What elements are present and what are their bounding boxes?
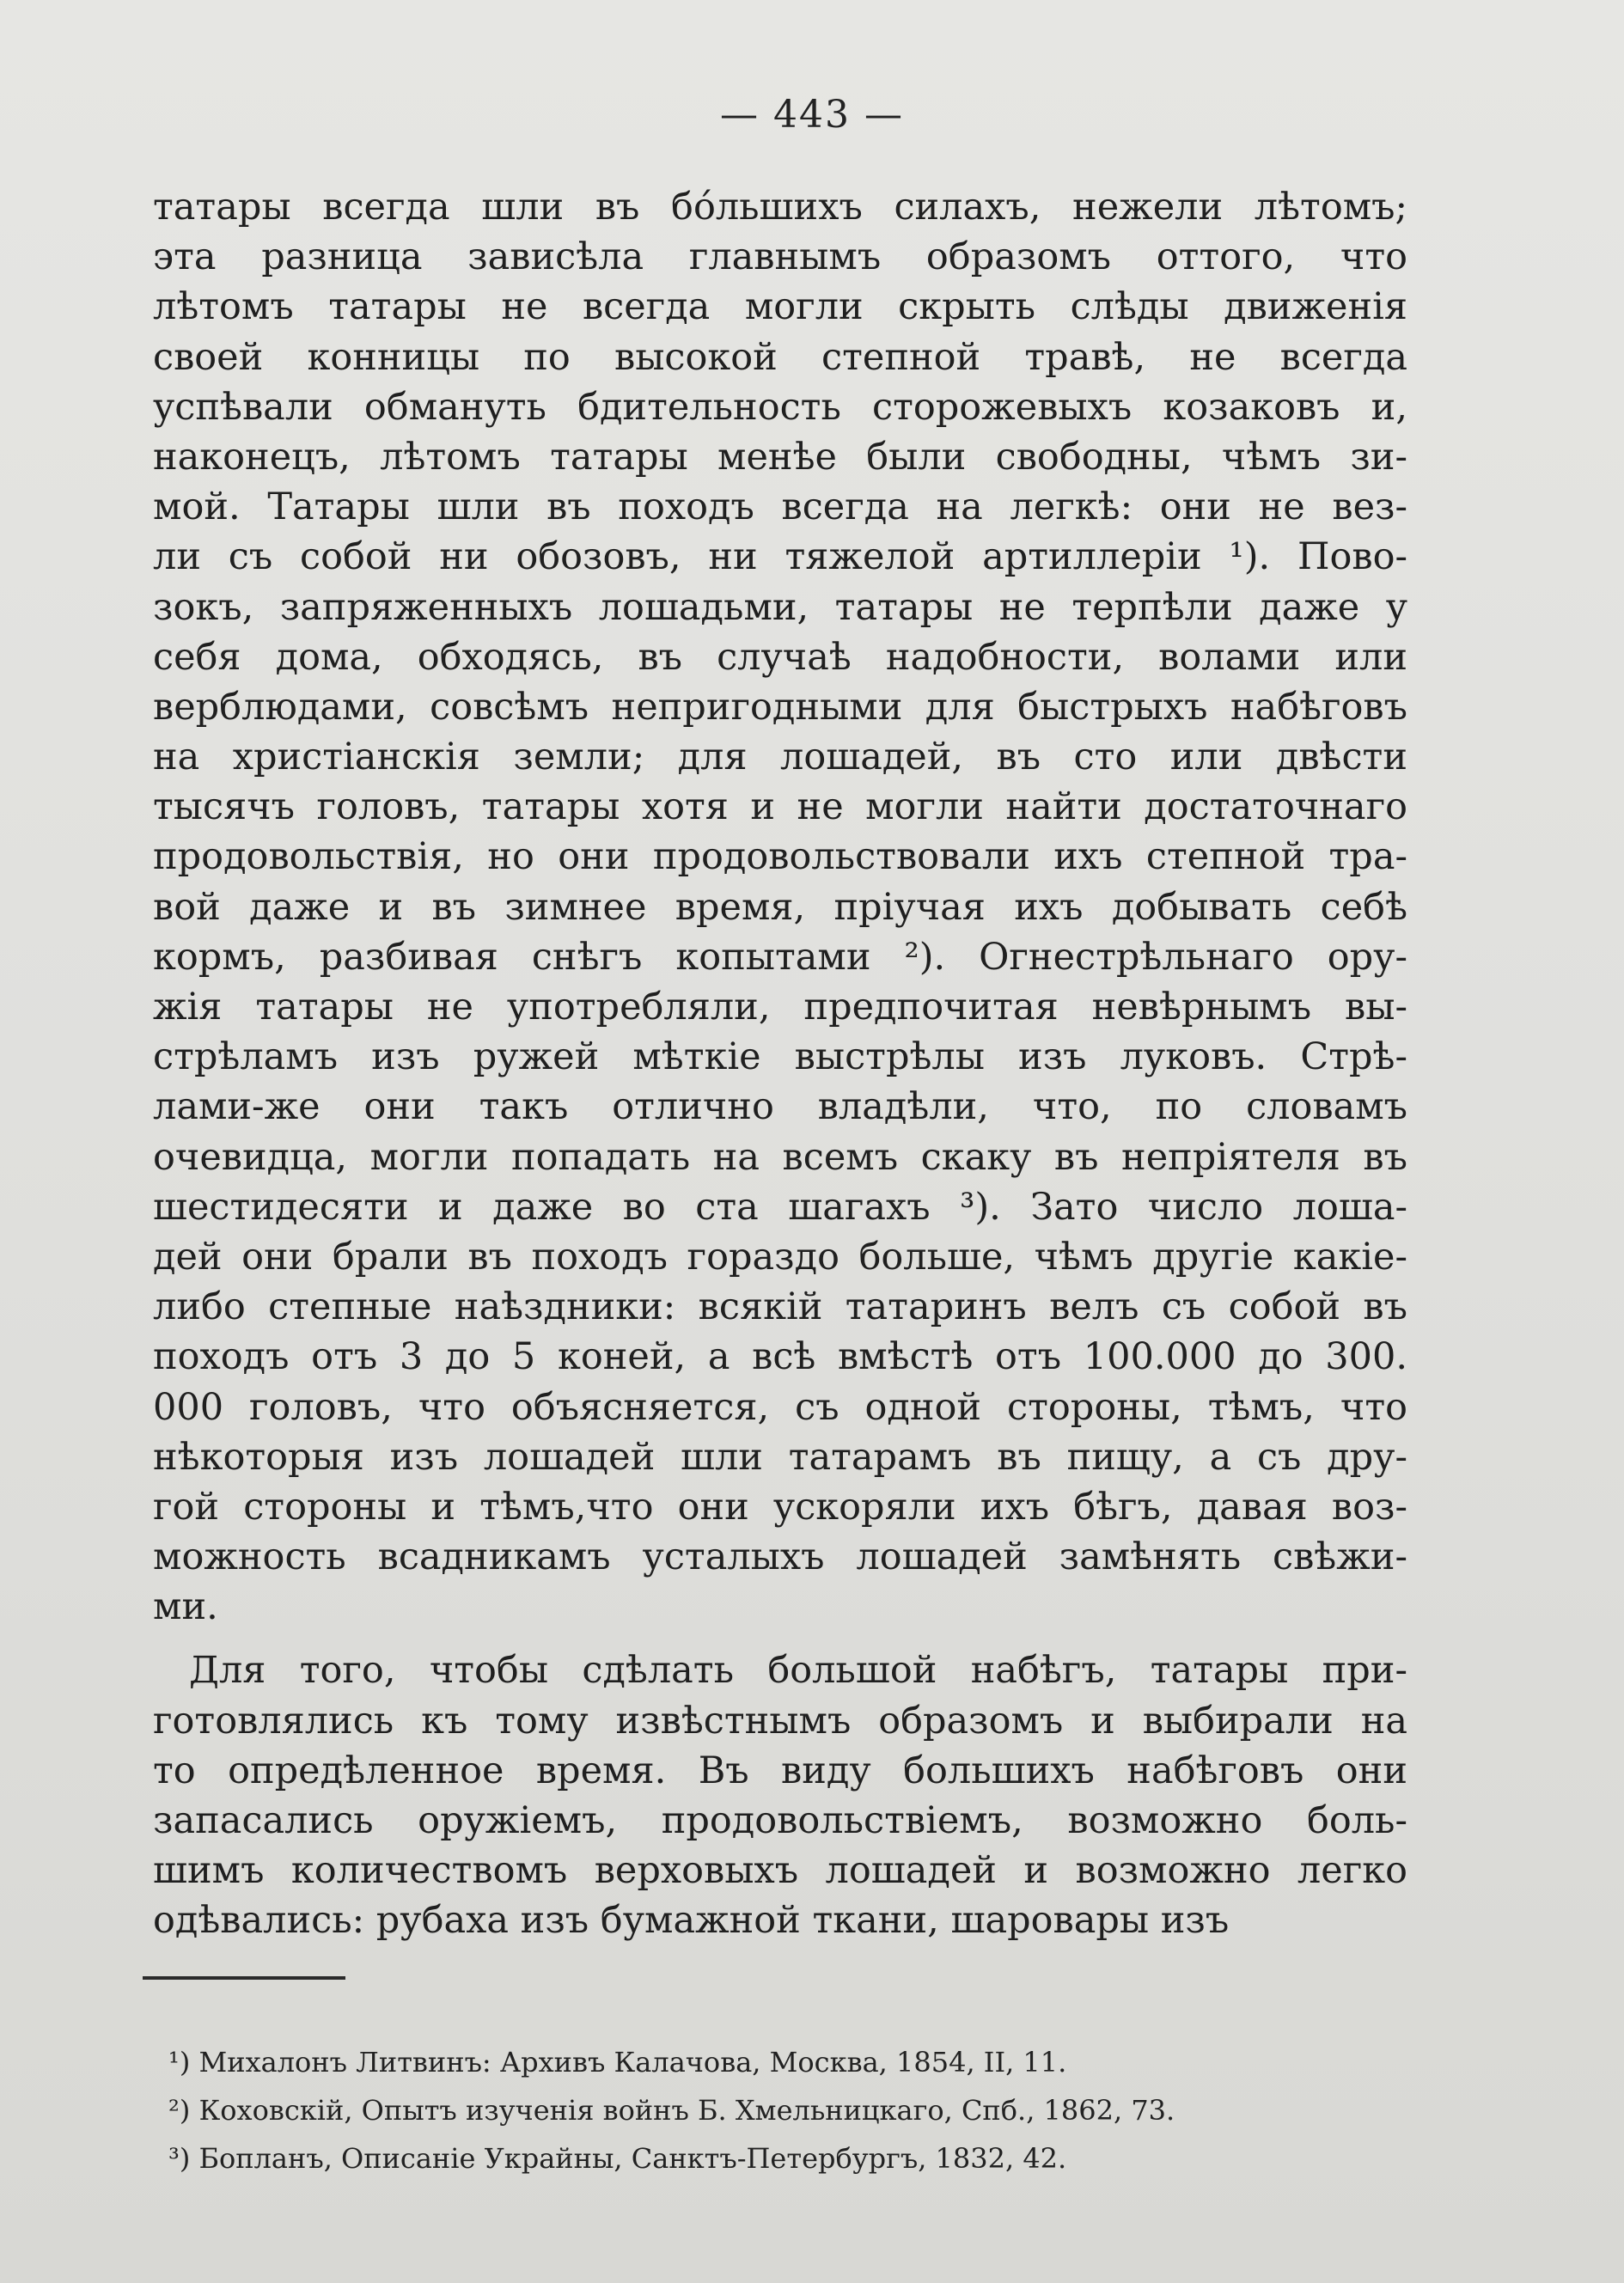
- text-line: кормъ, разбивая снѣгъ копытами ²). Огнестрѣльнаго ору-: [153, 935, 1407, 979]
- text-line: запасались оружіемъ, продовольствіемъ, возможно боль-: [153, 1799, 1407, 1842]
- text-line: очевидца, могли попадать на всемъ скаку въ непріятеля въ: [153, 1135, 1407, 1179]
- text-line: шимъ количествомъ верховыхъ лошадей и возможно легко: [153, 1849, 1407, 1893]
- body-text: [153, 182, 1407, 1946]
- text-line: шестидесяти и даже во ста шагахъ ³). Зато число лоша-: [153, 1185, 1407, 1229]
- text-line: можность всадникамъ усталыхъ лошадей замѣнять свѣжи-: [153, 1535, 1407, 1579]
- text-line: готовлялись къ тому извѣстнымъ образомъ и выбирали на: [153, 1699, 1407, 1743]
- text-line: ли съ собой ни обозовъ, ни тяжелой артиллеріи ¹). Пово-: [153, 535, 1407, 579]
- text-line: нѣкоторыя изъ лошадей шли татарамъ въ пищу, а съ дру-: [153, 1435, 1407, 1479]
- text-line: гой стороны и тѣмъ,что они ускоряли ихъ бѣгъ, давая воз-: [153, 1485, 1407, 1529]
- text-line: себя дома, обходясь, въ случаѣ надобности, волами или: [153, 635, 1407, 679]
- text-line: вой даже и въ зимнее время, пріучая ихъ добывать себѣ: [153, 885, 1407, 929]
- text-line: то опредѣленное время. Въ виду большихъ набѣговъ они: [153, 1749, 1407, 1792]
- text-line: жія татары не употребляли, предпочитая невѣрнымъ вы-: [153, 986, 1407, 1029]
- text-line: Для того, чтобы сдѣлать большой набѣгъ, татары при-: [189, 1649, 1407, 1693]
- text-line: на христіанскія земли; для лошадей, въ сто или двѣсти: [153, 736, 1407, 779]
- paragraph-1: [153, 182, 1407, 1632]
- text-line: своей конницы по высокой степной травѣ, не всегда: [153, 335, 1407, 379]
- footnote-1: ¹) Михалонъ Литвинъ: Архивъ Калачова, Москва, 1854, II, 11.: [168, 2046, 1067, 2079]
- text-line: мой. Татары шли въ походъ всегда на легкѣ: они не вез-: [153, 485, 1407, 529]
- text-line: тысячъ головъ, татары хотя и не могли найти достаточнаго: [153, 785, 1407, 829]
- footnote-2: ²) Коховскій, Опытъ изученія войнъ Б. Хмельницкаго, Спб., 1862, 73.: [168, 2094, 1175, 2127]
- text-line: дей они брали въ походъ гораздо больше, чѣмъ другіе какіе-: [153, 1235, 1407, 1279]
- text-line: стрѣламъ изъ ружей мѣткіе выстрѣлы изъ луковъ. Стрѣ-: [153, 1035, 1407, 1079]
- text-line: либо степные наѣздники: всякій татаринъ велъ съ собой въ: [153, 1285, 1407, 1329]
- text-line: лѣтомъ татары не всегда могли скрыть слѣды движенія: [153, 285, 1407, 329]
- text-line: одѣвались: рубаха изъ бумажной ткани, шаровары изъ: [153, 1899, 1230, 1943]
- text-line: успѣвали обмануть бдительность сторожевыхъ козаковъ и,: [153, 385, 1407, 429]
- text-line: ми.: [153, 1585, 218, 1629]
- text-line: татары всегда шли въ бо́льшихъ силахъ, нежели лѣтомъ;: [153, 186, 1407, 229]
- text-line: походъ отъ 3 до 5 коней, а всѣ вмѣстѣ отъ 100.000 до 300.: [153, 1335, 1407, 1379]
- text-line: эта разница зависѣла главнымъ образомъ оттого, что: [153, 235, 1407, 279]
- paragraph-2: [153, 1645, 1407, 1945]
- text-line: продовольствія, но они продовольствовали ихъ степной тра-: [153, 835, 1407, 879]
- text-line: зокъ, запряженныхъ лошадьми, татары не терпѣли даже у: [153, 585, 1407, 629]
- paragraph-gap: [153, 1632, 1407, 1645]
- text-line: 000 головъ, что объясняется, съ одной стороны, тѣмъ, что: [153, 1385, 1407, 1429]
- footnote-3: ³) Бопланъ, Описаніе Украйны, Санктъ-Петербургъ, 1832, 42.: [168, 2142, 1067, 2175]
- text-line: наконецъ, лѣтомъ татары менѣе были свободны, чѣмъ зи-: [153, 435, 1407, 479]
- text-line: верблюдами, совсѣмъ непригодными для быстрыхъ набѣговъ: [153, 685, 1407, 729]
- page-number: — 443 —: [720, 93, 904, 137]
- footnotes: [168, 2038, 1423, 2182]
- footnote-separator: [143, 1976, 345, 1980]
- text-line: лами-же они такъ отлично владѣли, что, по словамъ: [153, 1085, 1407, 1129]
